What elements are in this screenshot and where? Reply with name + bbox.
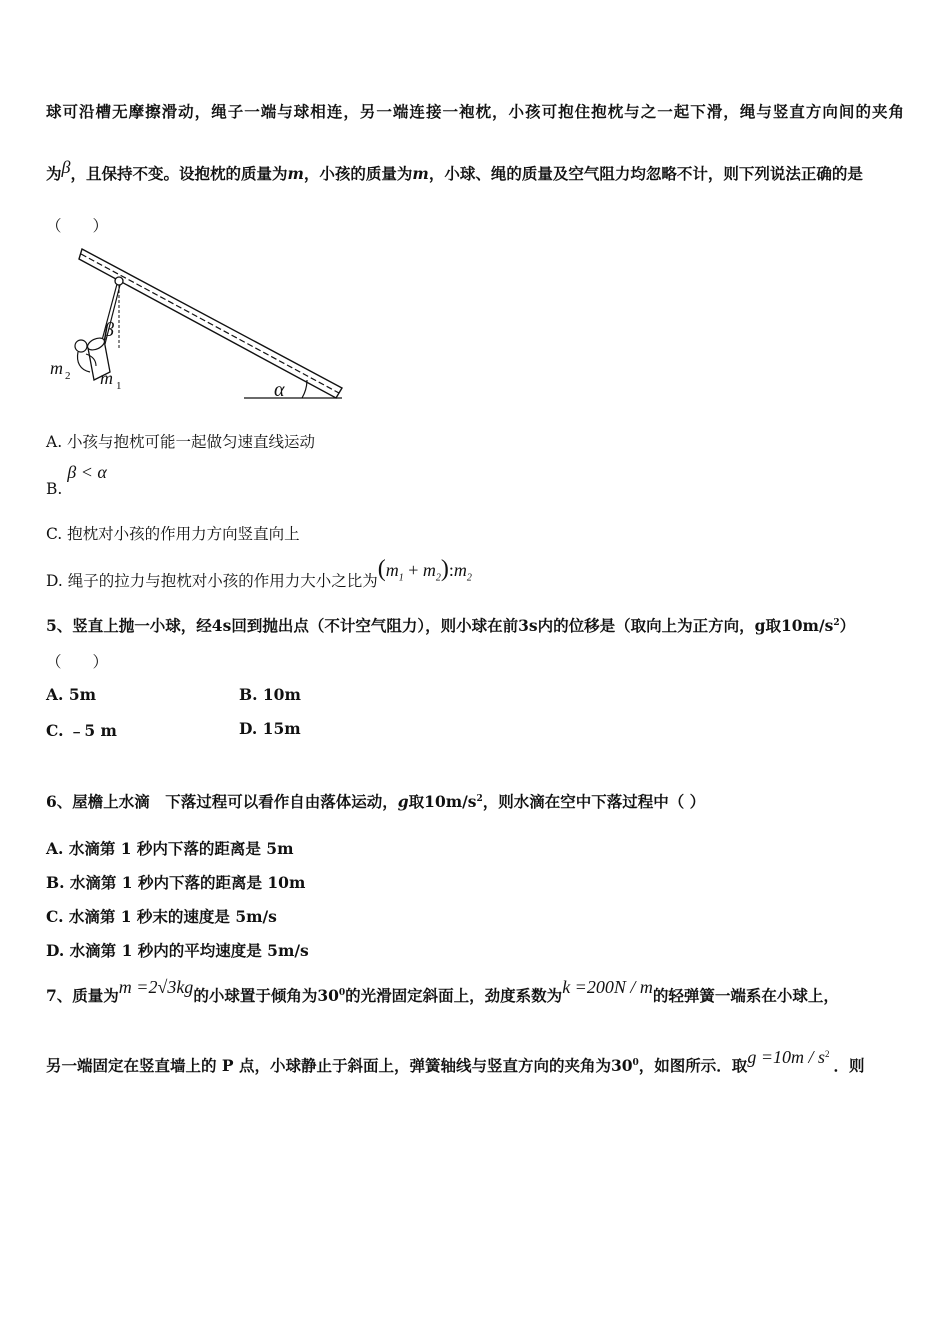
- p6-gval: 10m/s: [424, 792, 477, 811]
- p5-stem-b: 回到抛出点（不计空气阻力），则小球在前: [231, 616, 519, 635]
- ratio-plus: +: [403, 560, 423, 580]
- p5-gval: 10m/s: [780, 616, 834, 635]
- p4-paren: （ ）: [46, 217, 109, 235]
- p7-stem-b: 的小球置于倾角为: [193, 986, 318, 1005]
- p5-option-b[interactable]: B. 10m: [239, 685, 301, 704]
- p4-option-b-math: β < α: [67, 462, 107, 482]
- p4-option-d[interactable]: [46, 556, 472, 590]
- p4-line2: [46, 157, 904, 184]
- ratio-m1: m: [385, 560, 399, 580]
- p5-time2: 3s: [518, 616, 538, 635]
- p6-option-a[interactable]: A. 水滴第 1 秒内下落的距离是 5m: [46, 839, 294, 858]
- p7-line2: [46, 1046, 904, 1075]
- p4-option-b-label: B.: [46, 480, 63, 498]
- p5-stem-c: 内的位移是（取向上为正方向，: [537, 616, 755, 635]
- p6-option-b[interactable]: B. 水滴第 1 秒内下落的距离是 10m: [46, 873, 306, 892]
- p4-line1: 球可沿槽无摩擦滑动，绳子一端与球相连，另一端连接一袍枕，小孩可抱住抱枕与之一起下滑，绳与竖直方向间的夹角: [46, 102, 904, 121]
- ratio-sub1: 1: [398, 572, 404, 584]
- p5-sup: 2: [833, 617, 840, 628]
- p7-gsup: 2: [824, 1048, 830, 1059]
- p4-line2-b: ，小孩的质量为: [303, 164, 413, 183]
- p5-g: g: [754, 616, 766, 635]
- beta-symbol: β: [61, 157, 71, 177]
- p4-option-d-ratio: ($m_1$ + $m_2):m_2$: [377, 556, 472, 584]
- p5-option-d[interactable]: D. 15m: [239, 719, 301, 738]
- p6-option-c[interactable]: C. 水滴第 1 秒末的速度是 5m/s: [46, 907, 277, 926]
- ball: [115, 277, 123, 285]
- p7-angle2: 30: [610, 1056, 633, 1075]
- ratio-sub2b: 2: [466, 572, 472, 584]
- p5-paren: （ ）: [46, 653, 109, 671]
- p7-line2-b: ，如图所示．取: [638, 1056, 748, 1075]
- p6-option-d[interactable]: D. 水滴第 1 秒内的平均速度是 5m/s: [46, 941, 309, 960]
- p4-option-c-text: C. 抱枕对小孩的作用力方向竖直向上: [46, 525, 300, 543]
- p6-sup: 2: [476, 793, 483, 804]
- p6-stem-b: 取: [408, 792, 425, 811]
- m2-label: m: [50, 358, 63, 378]
- p7-deg2: 0: [632, 1057, 639, 1068]
- incline-figure: [46, 240, 356, 410]
- p7-k: k =200N / m: [562, 977, 653, 997]
- alpha-label: α: [274, 379, 285, 401]
- p7-stem-a: 7、质量为: [46, 986, 119, 1005]
- p4-line2-c: ，小球、绳的质量及空气阻力均忽略不计，则下列说法正确的是: [428, 164, 863, 183]
- p7-mass: m =2√3kg: [118, 977, 194, 997]
- p6-g: g: [397, 792, 409, 811]
- p5-time: 4s: [211, 616, 232, 635]
- beta-label: β: [104, 319, 114, 341]
- m1-subscript: 1: [116, 380, 122, 392]
- m-var-2: m: [412, 164, 429, 183]
- p6-stem: [46, 790, 904, 812]
- incline-groove: [79, 249, 342, 398]
- m1-label: m: [100, 368, 113, 388]
- ratio-sub2: 2: [435, 572, 441, 584]
- m-var: m: [287, 164, 304, 183]
- p5-stem-e: ）: [839, 616, 856, 635]
- p6-stem-a: 6、屋檐上水滴 下落过程可以看作自由落体运动，: [46, 792, 398, 811]
- p4-option-a-text: A. 小孩与抱枕可能一起做匀速直线运动: [46, 433, 316, 451]
- p7-stem-b-wrap: [193, 986, 562, 1005]
- p4-option-b[interactable]: [46, 462, 107, 498]
- p7-gexpr: g =10m / s: [747, 1047, 825, 1067]
- ratio-m2: m: [422, 560, 436, 580]
- p7-line2-a: 另一端固定在竖直墙上的 P 点，小球静止于斜面上，弹簧轴线与竖直方向的夹角为: [46, 1056, 611, 1075]
- p5-option-a[interactable]: A. 5m: [46, 685, 97, 704]
- p7-angle: 30: [317, 986, 339, 1005]
- p4-line2-pre: 为: [46, 164, 62, 183]
- p4-option-d-text: D. 绳子的拉力与抱枕对小孩的作用力大小之比为: [46, 572, 378, 590]
- p4-line2-a: ，且保持不变。设抱枕的质量为: [70, 164, 288, 183]
- p4-option-c[interactable]: [46, 522, 300, 544]
- p6-stem-c: ，则水滴在空中下落过程中（ ）: [482, 792, 706, 811]
- p5-stem: [46, 614, 904, 636]
- m2-subscript: 2: [65, 370, 71, 382]
- p7-stem-c: 的光滑固定斜面上，劲度系数为: [345, 986, 563, 1005]
- ratio-m2b: m: [453, 560, 467, 580]
- p7-stem-d: 的轻弹簧一端系在小球上，: [652, 986, 839, 1005]
- p7-angle2-wrap: [611, 1056, 747, 1075]
- p5-stem-a: 5、竖直上抛一小球，经: [46, 616, 212, 635]
- p4-option-a[interactable]: [46, 430, 315, 452]
- p7-line2-c: ．则: [833, 1056, 865, 1075]
- p5-stem-d: 取: [765, 616, 781, 635]
- p5-option-c[interactable]: C. ﹣5 m: [46, 721, 117, 740]
- p7-line1: [46, 976, 904, 1005]
- ratio-colon: :: [448, 560, 454, 580]
- p7-deg: 0: [338, 987, 346, 998]
